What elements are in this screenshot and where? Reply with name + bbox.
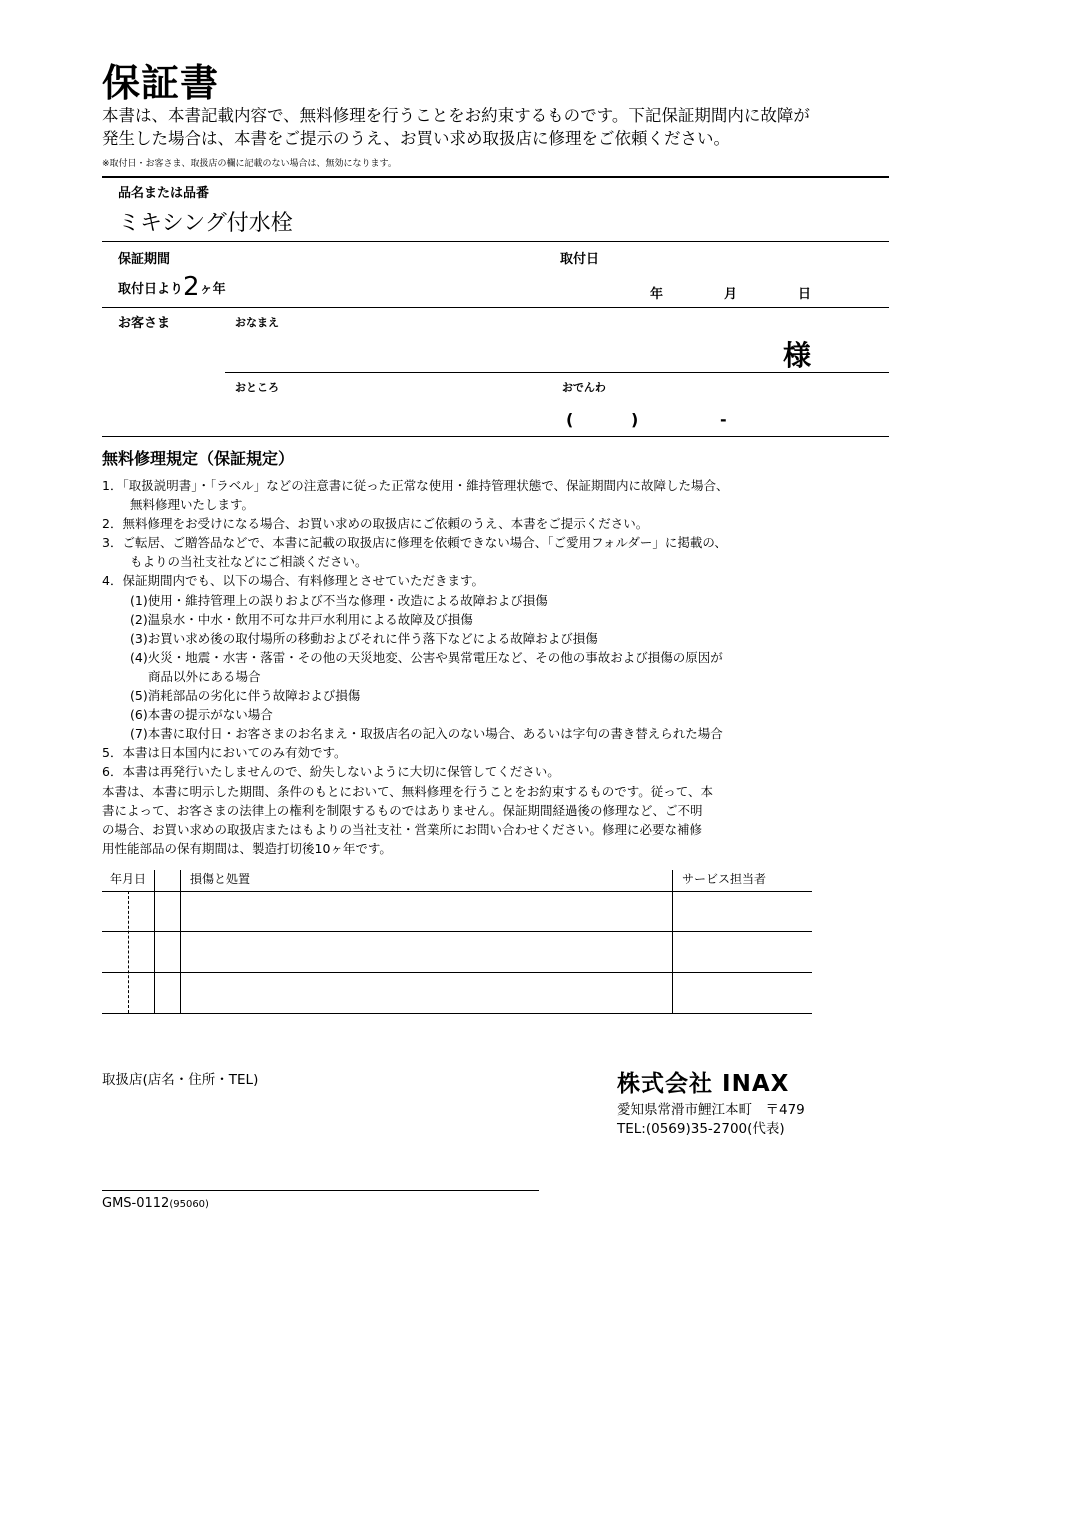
rule-line: 2．無料修理をお受けになる場合、お買い求めの取扱店にご依頼のうえ、本書をご提示ください。: [102, 516, 649, 532]
rules-title: 無料修理規定（保証規定）: [102, 449, 295, 468]
dealer-label: 取扱店(店名・住所・TEL): [102, 1072, 259, 1088]
rule-subitem: (5)消耗部品の劣化に伴う故障および損傷: [130, 688, 361, 704]
rule-line: 6．本書は再発行いたしませんので、紛失しないように大切に保管してください。: [102, 764, 560, 780]
table-row-rule: [102, 972, 812, 973]
page-title: 保証書: [102, 61, 220, 105]
footer-rule: [102, 1190, 539, 1191]
warranty-period-label: 保証期間: [118, 252, 171, 267]
closing-paragraph-line: 本書は、本書に明示した期間、条件のもとにおいて、無料修理を行うことをお約束するものです。従って、本: [102, 783, 714, 799]
warranty-period-value: 取付日より2ヶ年: [118, 272, 226, 302]
company-contact: [617, 1101, 805, 1139]
closing-paragraph-line: の場合、お買い求めの取扱店またはもよりの当社支社・営業所にお問い合わせください。修理に必要な補修: [102, 821, 703, 837]
rule-subitem: (7)本書に取付日・お客さまのお名まえ・取扱店名の記入のない場合、あるいは字句の書き替えられた場合: [130, 726, 723, 742]
month-label: 月: [724, 287, 738, 302]
rules-list: [102, 476, 728, 858]
table-bottom-rule: [102, 1013, 812, 1014]
table-dash-divider: [154, 891, 155, 1013]
day-label: 日: [798, 287, 812, 302]
rule-line: 5．本書は日本国内においてのみ有効です。: [102, 745, 347, 761]
rule-subitem: (1)使用・維持管理上の誤りおよび不当な修理・改造による故障および損傷: [130, 592, 548, 608]
year-label: 年: [650, 287, 664, 302]
company-address: 愛知県常滑市鯉江本町 〒479: [617, 1102, 805, 1118]
table-row-rule: [102, 931, 812, 932]
rule-subitem: (6)本書の提示がない場合: [130, 707, 273, 723]
product-label: 品名または品番: [118, 186, 210, 201]
name-rule: [225, 372, 889, 373]
phone-label: おでんわ: [562, 381, 606, 394]
rule-line: 3．ご転居、ご贈答品などで、本書に記載の取扱店に修理を依頼できない場合、「ご愛用フォルダー」に掲載の、: [102, 535, 727, 551]
honorific: 様: [783, 339, 812, 372]
rule-line: 無料修理いたします。: [130, 497, 255, 513]
closing-paragraph-line: 書によって、お客さまの法律上の権利を制限するものではありません。保証期間経過後の修理など、ご不明: [102, 802, 703, 818]
product-rule: [102, 241, 889, 242]
company-name: 株式会社 INAX: [617, 1071, 790, 1097]
validity-note: ※取付日・お客さま、取扱店の欄に記載のない場合は、無効になります。: [102, 159, 397, 169]
table-dash-divider: [128, 891, 129, 1013]
phone-close-paren: ): [631, 410, 639, 429]
intro-text: 本書は、本書記載内容で、無料修理を行うことをお約束するものです。下記保証期間内に故障が発生した場合は、本書をご提示のうえ、お買い求め取扱店に修理をご依頼ください。: [102, 106, 810, 148]
col-header-staff: サービス担当者: [682, 872, 767, 886]
rule-line: もよりの当社支社などにご相談ください。: [130, 554, 368, 570]
customer-label: お客さま: [118, 316, 171, 331]
table-header-rule: [102, 891, 812, 892]
repair-record-table: [102, 870, 812, 1014]
table-divider: [180, 870, 181, 1013]
closing-paragraph-line: 用性能部品の保有期間は、製造打切後10ヶ年です。: [102, 840, 392, 856]
product-value: ミキシング付水栓: [118, 211, 293, 236]
rule-line: 1．「取扱説明書」・「ラベル」などの注意書に従った正常な使用・維持管理状態で、保証期間内に故障した場合、: [102, 478, 729, 493]
name-label: おなまえ: [235, 316, 279, 329]
rule-subitem: (3)お買い求め後の取付場所の移動およびそれに伴う落下などによる故障および損傷: [130, 630, 598, 646]
rule-line: 4．保証期間内でも、以下の場合、有料修理とさせていただきます。: [102, 573, 484, 589]
address-label: おところ: [235, 381, 279, 394]
rule-subitem: (4)火災・地震・水害・落雷・その他の天災地変、公害や異常電圧など、その他の事故および損傷の原因が: [130, 649, 723, 665]
col-header-repair: 損傷と処置: [190, 872, 251, 886]
rule-subitem: (2)温泉水・中水・飲用不可な井戸水利用による故障及び損傷: [130, 611, 473, 627]
document-code: GMS-0112(95060): [102, 1196, 209, 1211]
phone-dash: -: [720, 410, 727, 429]
company-tel: TEL:(0569)35-2700(代表): [617, 1121, 785, 1137]
phone-open-paren: (: [566, 410, 574, 429]
form-top-rule: [102, 176, 889, 178]
form-bottom-rule: [102, 436, 889, 437]
col-header-date: 年月日: [110, 872, 147, 886]
period-rule: [102, 307, 889, 308]
install-date-label: 取付日: [560, 252, 600, 267]
table-divider: [672, 870, 673, 1013]
rule-subitem: 商品以外にある場合: [148, 668, 261, 684]
